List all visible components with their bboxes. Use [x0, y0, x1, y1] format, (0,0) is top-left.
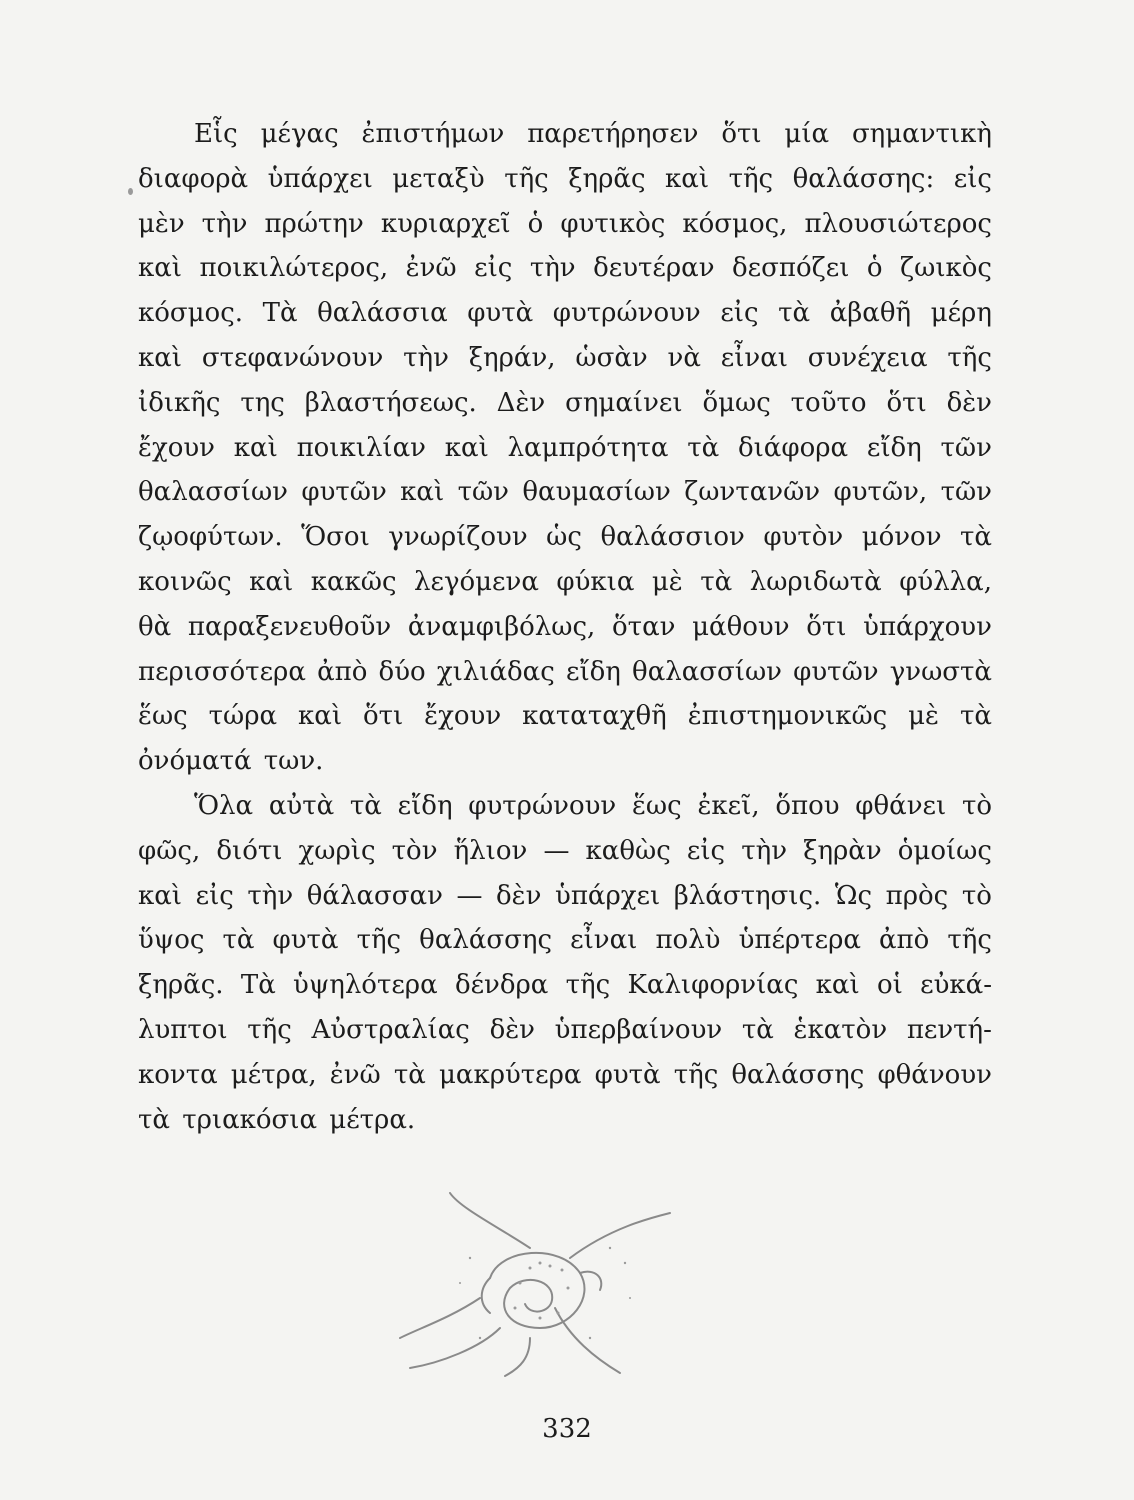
text-line: μὲν τὴν πρώτην κυριαρχεῖ ὁ φυτικὸς κόσμος, πλουσιώτερος — [138, 208, 992, 239]
page-number: 332 — [542, 1414, 592, 1444]
text-line: Ὅλα αὐτὰ τὰ εἴδη φυτρώνουν ἕως ἐκεῖ, ὅπου φθάνει τὸ — [194, 790, 992, 821]
text-line: καὶ εἰς τὴν θάλασσαν — δὲν ὑπάρχει βλάστησις. Ὡς πρὸς τὸ — [138, 880, 992, 911]
paragraph-1 — [138, 112, 992, 784]
text-line: φῶς, διότι χωρὶς τὸν ἥλιον — καθὼς εἰς τὴν ξηρὰν ὁμοίως — [138, 835, 992, 866]
text-line: περισσότερα ἀπὸ δύο χιλιάδας εἴδη θαλασσίων φυτῶν γνωστὰ — [138, 656, 992, 687]
text-line: καὶ στεφανώνουν τὴν ξηράν, ὡσὰν νὰ εἶναι συνέχεια τῆς — [138, 342, 992, 373]
text-line: λυπτοι τῆς Αὐστραλίας δὲν ὑπερβαίνουν τὰ ἑκατὸν πεντή- — [138, 1014, 992, 1045]
text-line: ἕως τώρα καὶ ὅτι ἔχουν καταταχθῆ ἐπιστημονικῶς μὲ τὰ — [138, 701, 992, 732]
text-line: ὕψος τὰ φυτὰ τῆς θαλάσσης εἶναι πολὺ ὑπέρτερα ἀπὸ τῆς — [138, 925, 992, 956]
text-line: κόσμος. Τὰ θαλάσσια φυτὰ φυτρώνουν εἰς τὰ ἀβαθῆ μέρη — [138, 298, 992, 329]
text-line: ζῳοφύτων. Ὅσοι γνωρίζουν ὡς θαλάσσιον φυτὸν μόνον τὰ — [138, 522, 992, 553]
text-line: θὰ παραξενευθοῦν ἀναμφιβόλως, ὅταν μάθουν ὅτι ὑπάρχουν — [138, 611, 992, 642]
paragraph-2 — [138, 784, 992, 1142]
text-line: ἔχουν καὶ ποικιλίαν καὶ λαμπρότητα τὰ διάφορα εἴδη τῶν — [138, 432, 992, 463]
text-line: ξηρᾶς. Τὰ ὑψηλότερα δένδρα τῆς Καλιφορνίας καὶ οἱ εὐκά- — [138, 970, 992, 1001]
text-line: Εἷς μέγας ἐπιστήμων παρετήρησεν ὅτι μία σημαντικὴ — [194, 119, 992, 149]
text-line: καὶ ποικιλώτερος, ἐνῶ εἰς τὴν δευτέραν δεσπόζει ὁ ζωικὸς — [138, 253, 992, 284]
text-line: κοντα μέτρα, ἐνῶ τὰ μακρύτερα φυτὰ τῆς θαλάσσης φθάνουν — [138, 1059, 992, 1090]
ink-speck — [128, 188, 133, 195]
seashell-illustration-icon — [380, 1188, 680, 1378]
text-line: κοινῶς καὶ κακῶς λεγόμενα φύκια μὲ τὰ λωριδωτὰ φύλλα, — [138, 566, 992, 597]
text-line: ὀνόματά των. — [138, 746, 324, 777]
body-text — [138, 112, 992, 1142]
text-line: ἰδικῆς της βλαστήσεως. Δὲν σημαίνει ὅμως τοῦτο ὅτι δὲν — [138, 387, 992, 418]
text-line: διαφορὰ ὑπάρχει μεταξὺ τῆς ξηρᾶς καὶ τῆς θαλάσσης: εἰς — [138, 163, 992, 194]
text-line: τὰ τριακόσια μέτρα. — [138, 1104, 416, 1135]
text-line: θαλασσίων φυτῶν καὶ τῶν θαυμασίων ζωντανῶν φυτῶν, τῶν — [138, 477, 992, 508]
